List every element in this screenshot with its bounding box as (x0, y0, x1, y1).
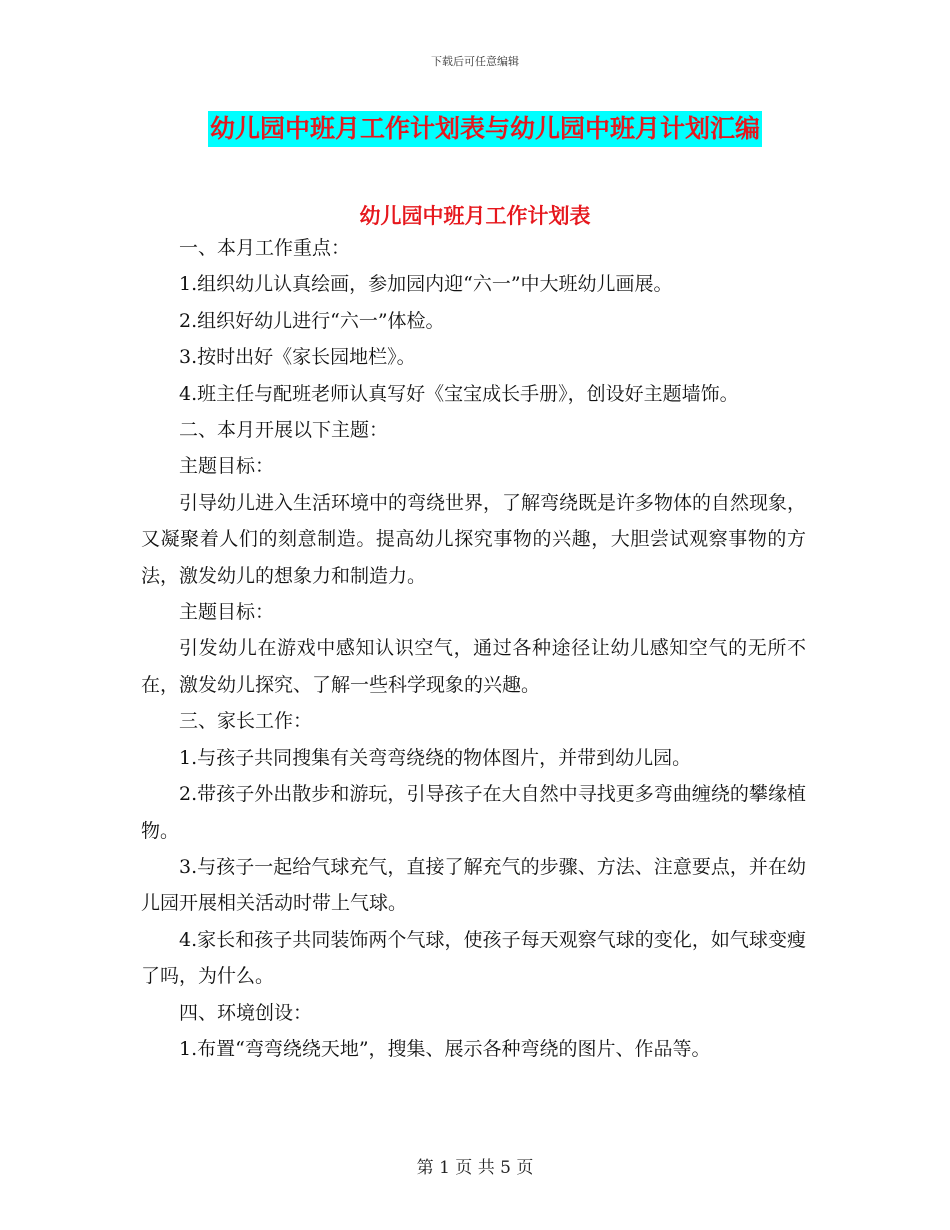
theme-goal-label: 主题目标： (179, 455, 275, 478)
paragraph: 引导幼儿进入生活环境中的弯绕世界，了解弯绕既是许多物体的自然现象，又凝聚着人们的刻意制造。提高幼儿探究事物的兴趣，大胆尝试观察事物的方法，激发幼儿的想象力和制造力。 (141, 491, 807, 587)
section-title: 幼儿园中班月工作计划表 (359, 204, 591, 228)
theme-goal-label: 主题目标： (179, 601, 275, 624)
list-item: 4.班主任与配班老师认真写好《宝宝成长手册》，创设好主题墙饰。 (179, 382, 739, 405)
paragraph: 引发幼儿在游戏中感知认识空气，通过各种途径让幼儿感知空气的无所不在，激发幼儿探究、了解一些科学现象的兴趣。 (141, 637, 806, 696)
list-item: 3.按时出好《家长园地栏》。 (179, 346, 416, 369)
list-item: 3.与孩子一起给气球充气，直接了解充气的步骤、方法、注意要点，并在幼儿园开展相关活动时带上气球。 (141, 855, 806, 915)
heading-2: 二、本月开展以下主题： (179, 419, 389, 442)
page-footer: 第 1 页 共 5 页 (416, 1158, 534, 1178)
heading-1: 一、本月工作重点： (179, 237, 351, 259)
list-item: 1.布置“弯弯绕绕天地”，搜集、展示各种弯绕的图片、作品等。 (179, 1037, 711, 1060)
heading-4: 四、环境创设： (179, 1001, 313, 1024)
list-item: 1.组织幼儿认真绘画，参加园内迎“六一”中大班幼儿画展。 (179, 273, 673, 296)
list-item: 4.家长和孩子共同装饰两个气球，使孩子每天观察气球的变化，如气球变瘦了吗，为什么。 (141, 928, 806, 988)
list-item: 2.组织好幼儿进行“六一”体检。 (179, 309, 445, 332)
heading-3: 三、家长工作： (179, 710, 313, 733)
document-title: 幼儿园中班月工作计划表与幼儿园中班月计划汇编 (208, 111, 762, 147)
list-item: 2.带孩子外出散步和游玩，引导孩子在大自然中寻找更多弯曲缠绕的攀缘植物。 (141, 783, 806, 842)
document-body (141, 230, 806, 1067)
list-item: 1.与孩子共同搜集有关弯弯绕绕的物体图片，并带到幼儿园。 (179, 746, 692, 769)
header-note: 下载后可任意编辑 (431, 55, 519, 68)
